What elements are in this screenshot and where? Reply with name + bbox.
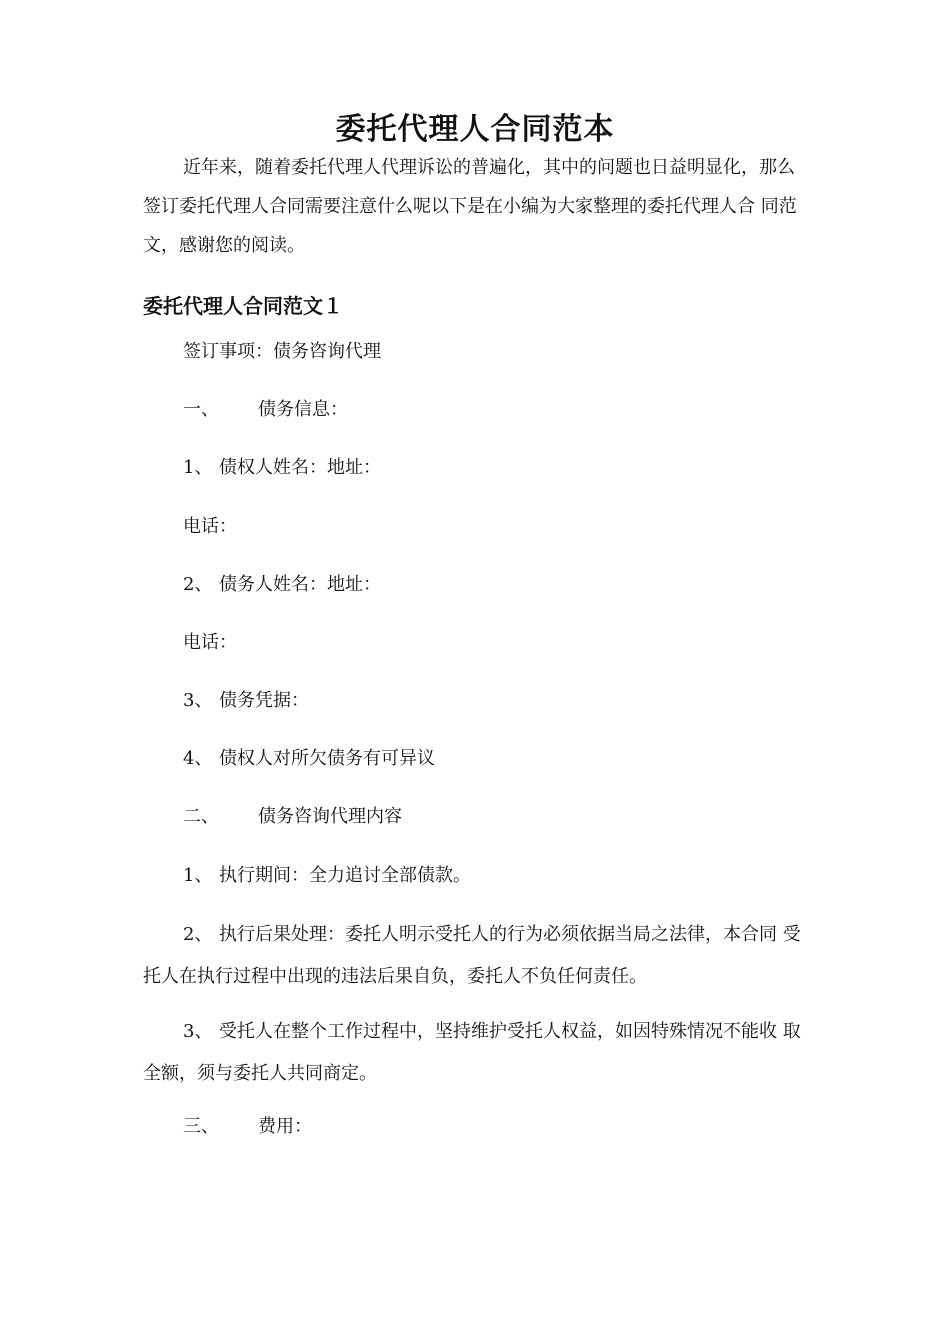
item-text: 债权人对所欠债务有可异议 <box>219 748 435 769</box>
part-number: 三、 <box>183 1116 219 1137</box>
item-number: 2、 <box>183 574 213 595</box>
item-text: 受托人在整个工作过程中，坚持维护受托人权益，如因特殊情况不能收 取全额，须与委托人共同商定。 <box>143 1021 801 1084</box>
list-item <box>183 570 381 600</box>
part-two <box>183 802 402 832</box>
part-one <box>183 395 348 425</box>
item-text: 执行期间：全力追讨全部债款。 <box>219 865 471 886</box>
item-text: 债权人姓名：地址： <box>219 457 381 478</box>
part-number: 二、 <box>183 806 219 827</box>
intro-paragraph: 近年来，随着委托代理人代理诉讼的普遍化，其中的问题也日益明显化，那么 签订委托代理人合同需要注意什么呢以下是在小编为大家整理的委托代理人合 同范文，感谢您的阅读。 <box>143 157 797 256</box>
list-item <box>183 861 471 891</box>
phone-line: 电话： <box>183 516 237 537</box>
signing-matter: 签订事项：债务咨询代理 <box>183 341 381 362</box>
item-text: 债务凭据： <box>219 690 309 711</box>
item-text: 债务人姓名：地址： <box>219 574 381 595</box>
list-item <box>183 453 381 483</box>
phone-line: 电话： <box>183 632 237 653</box>
section-heading: 委托代理人合同范文１ <box>143 294 343 318</box>
part-text: 费用： <box>258 1116 312 1137</box>
list-item <box>143 1011 803 1095</box>
list-item <box>183 744 435 774</box>
item-number: 4、 <box>183 748 213 769</box>
list-item <box>143 914 803 998</box>
item-number: 3、 <box>183 1021 213 1042</box>
part-text: 债务信息： <box>258 399 348 420</box>
part-text: 债务咨询代理内容 <box>258 806 402 827</box>
part-three <box>183 1112 312 1142</box>
item-number: 1、 <box>183 457 213 478</box>
part-number: 一、 <box>183 399 219 420</box>
list-item <box>183 686 309 716</box>
page-title: 委托代理人合同范本 <box>335 112 615 148</box>
item-number: 1、 <box>183 865 213 886</box>
item-number: 2、 <box>183 924 213 945</box>
item-number: 3、 <box>183 690 213 711</box>
item-text: 执行后果处理：委托人明示受托人的行为必须依据当局之法律，本合同 受托人在执行过程中出现的违法后果自负，委托人不负任何责任。 <box>143 924 801 987</box>
